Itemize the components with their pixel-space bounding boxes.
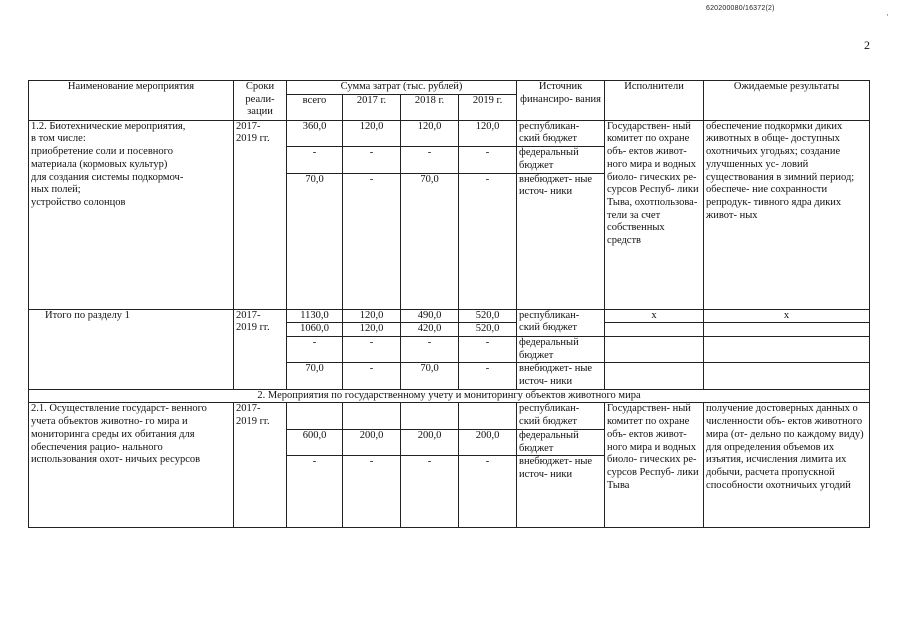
cell-2017: - <box>343 173 401 309</box>
cell-2019: 120,0 <box>459 120 517 146</box>
cell-2018: 70,0 <box>401 363 459 389</box>
header-2019: 2019 г. <box>459 94 517 120</box>
cell-total: 1060,0 <box>287 323 343 337</box>
total-1-executors: х <box>605 309 704 323</box>
cell-total: - <box>287 147 343 173</box>
cell-source: федеральный бюджет <box>517 147 605 173</box>
empty-cell <box>704 363 870 389</box>
cell-2018: 120,0 <box>401 120 459 146</box>
cell-source: федеральный бюджет <box>517 336 605 362</box>
row-2-1-name: 2.1. Осуществление государст- венного учета объектов животно- го мира и мониторинга среды их обитания для обеспечения рацио- нального использования охот- ничьих ресурсов <box>29 403 234 528</box>
corner-mark: · <box>886 10 889 20</box>
cell-2017: - <box>343 336 401 362</box>
table-row <box>29 120 870 146</box>
cell-2017: 120,0 <box>343 120 401 146</box>
cell-source: республикан- ский бюджет <box>517 403 605 429</box>
row-1-2-name-line: 1.2. Биотехнические мероприятия, <box>31 120 186 132</box>
header-2017: 2017 г. <box>343 94 401 120</box>
page-number: 2 <box>864 38 870 52</box>
total-1-name: Итого по разделу 1 <box>29 309 234 389</box>
cell-2019: - <box>459 336 517 362</box>
cell-2018: - <box>401 456 459 528</box>
cell-source: внебюджет- ные источ- ники <box>517 363 605 389</box>
header-terms: Сроки реали- зации <box>234 81 287 121</box>
row-1-2-name-line: материала (кормовых культур) <box>31 158 168 170</box>
cell-2017 <box>343 403 401 429</box>
document-id: 620200080/16372(2) <box>706 5 775 12</box>
header-results: Ожидаемые результаты <box>704 81 870 121</box>
cell-2017: 120,0 <box>343 323 401 337</box>
cell-2019: - <box>459 173 517 309</box>
header-total: всего <box>287 94 343 120</box>
cell-2019 <box>459 403 517 429</box>
cell-2017: - <box>343 363 401 389</box>
cell-source: республикан- ский бюджет <box>517 120 605 146</box>
cell-total: 1130,0 <box>287 309 343 323</box>
cell-total: 70,0 <box>287 173 343 309</box>
header-row <box>29 81 870 95</box>
cell-2017: 120,0 <box>343 309 401 323</box>
cell-2019: 200,0 <box>459 429 517 455</box>
empty-cell <box>605 323 704 337</box>
total-1-results: х <box>704 309 870 323</box>
cell-2017: - <box>343 456 401 528</box>
row-1-2-name-line: в том числе: <box>31 133 86 145</box>
cell-source: внебюджет- ные источ- ники <box>517 173 605 309</box>
cell-2018: - <box>401 147 459 173</box>
cell-2018: 70,0 <box>401 173 459 309</box>
cell-total: 360,0 <box>287 120 343 146</box>
cell-source: внебюджет- ные источ- ники <box>517 456 605 528</box>
cell-total: - <box>287 336 343 362</box>
cell-total: - <box>287 456 343 528</box>
cell-source: республикан- ский бюджет <box>517 309 605 336</box>
cell-2017: - <box>343 147 401 173</box>
cell-2018 <box>401 403 459 429</box>
row-2-1-executors: Государствен- ный комитет по охране объ- ектов живот- ного мира и водных биоло- гических ре- сурсов Респуб- лики Тыва <box>605 403 704 528</box>
row-1-2-name-line: ных полей; <box>31 184 81 196</box>
row-1-2-terms: 2017- 2019 гг. <box>234 120 287 309</box>
cell-2019: - <box>459 456 517 528</box>
empty-cell <box>704 323 870 337</box>
empty-cell <box>704 336 870 362</box>
header-costs: Сумма затрат (тыс. рублей) <box>287 81 517 95</box>
row-1-2-executors: Государствен- ный комитет по охране объ- ектов живот- ного мира и водных биоло- гических ре- сурсов Респуб- лики Тыва, охотпользова- тели за счет собственных средств <box>605 120 704 309</box>
empty-cell <box>605 363 704 389</box>
cell-2017: 200,0 <box>343 429 401 455</box>
total-1-terms: 2017- 2019 гг. <box>234 309 287 389</box>
section-row <box>29 389 870 403</box>
header-source: Источник финансиро- вания <box>517 81 605 121</box>
cell-total: 70,0 <box>287 363 343 389</box>
cell-2019: 520,0 <box>459 309 517 323</box>
table-row <box>29 309 870 323</box>
row-1-2-name-line: приобретение соли и посевного <box>31 146 173 158</box>
cell-2018: 200,0 <box>401 429 459 455</box>
cell-2019: - <box>459 147 517 173</box>
table-row <box>29 403 870 429</box>
measures-table <box>28 80 870 528</box>
cell-2019: 520,0 <box>459 323 517 337</box>
row-2-1-results: получение достоверных данных о численности объ- ектов животного мира (от- дельно по каждому виду) для определения объемов их изъятия, исчисления лимита их добычи, расчета пропускной способности охотничьих угодий <box>704 403 870 528</box>
empty-cell <box>605 336 704 362</box>
section-2-title: 2. Мероприятия по государственному учету и мониторингу объектов животного мира <box>29 389 870 403</box>
cell-source: федеральный бюджет <box>517 429 605 455</box>
cell-2018: 490,0 <box>401 309 459 323</box>
row-1-2-results: обеспечение подкормки диких животных в обще- доступных охотничьих угодьях; создание улучшенных ус- ловий существования в зимний период; обеспече- ние сохранности репродук- тивного ядра диких живот- ных <box>704 120 870 309</box>
row-1-2-name <box>29 120 234 309</box>
cell-total <box>287 403 343 429</box>
cell-2018: 420,0 <box>401 323 459 337</box>
row-2-1-terms: 2017- 2019 гг. <box>234 403 287 528</box>
row-1-2-name-line: для создания системы подкормоч- <box>31 171 184 183</box>
header-name: Наименование мероприятия <box>29 81 234 121</box>
header-executors: Исполнители <box>605 81 704 121</box>
cell-2019: - <box>459 363 517 389</box>
cell-2018: - <box>401 336 459 362</box>
row-1-2-name-line: устройство солонцов <box>31 196 126 208</box>
header-2018: 2018 г. <box>401 94 459 120</box>
cell-total: 600,0 <box>287 429 343 455</box>
